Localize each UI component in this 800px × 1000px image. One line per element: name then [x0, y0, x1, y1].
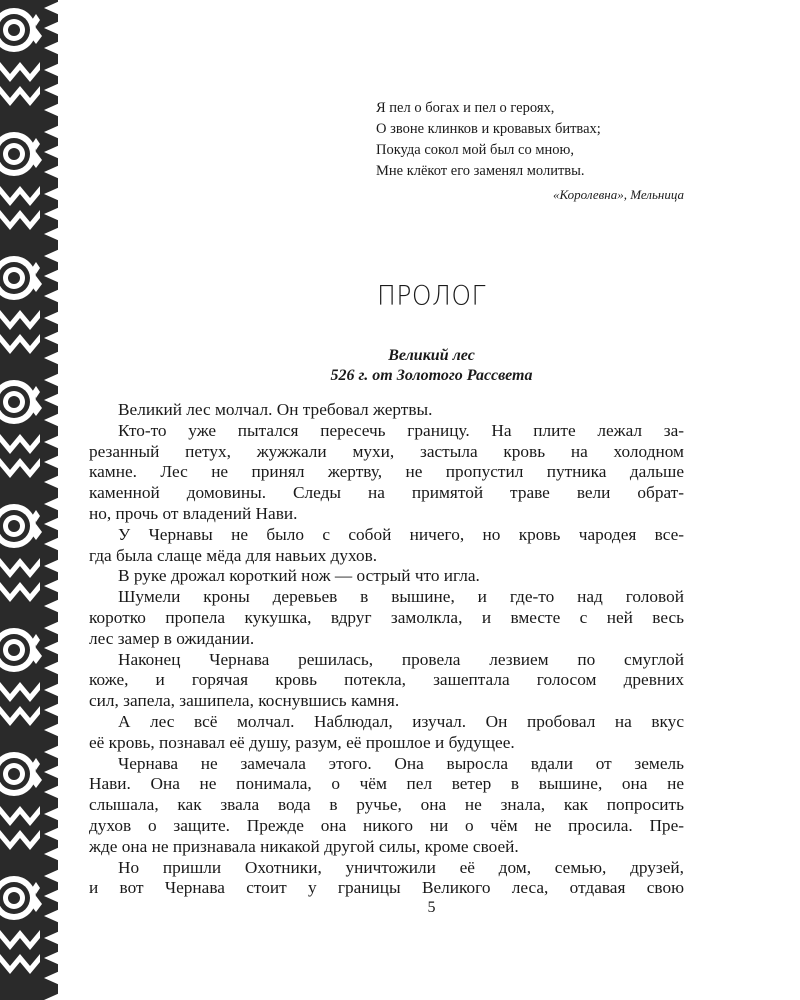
body-line: коротко пропела кукушка, вдруг замолкла, и вместе с ней весь [89, 607, 684, 627]
body-line: Великий лес молчал. Он требовал жертвы. [118, 400, 433, 419]
body-line: Нави. Она не понимала, о чём пел ветер в вышине, она не [89, 774, 684, 794]
body-line: слышала, как звала вода в ручье, она не знала, как попросить [89, 795, 684, 815]
body-line: А лес всё молчал. Наблюдал, изучал. Он пробовал на вкус [118, 711, 684, 731]
body-line: сил, запела, зашипела, коснувшись камня. [89, 691, 400, 711]
body-line: её кровь, познавал её душу, разум, её прошлое и будущее. [89, 732, 515, 752]
epigraph [376, 98, 696, 205]
body-line: камне. Лес не принял жертву, не пропустил путника дальше [89, 462, 684, 482]
body-line: гда была слаще мёда для навьих духов. [89, 545, 378, 565]
epigraph-line: Мне клёкот его заменял молитвы. [376, 163, 585, 179]
body-line: духов о защите. Прежде она никого ни о чём не просила. Пре- [89, 815, 684, 835]
chapter-subtitle [63, 346, 800, 386]
epigraph-line: О звоне клинков и кровавых битвах; [376, 121, 601, 137]
body-line: Чернава не замечала этого. Она выросла вдали от земель [118, 753, 684, 773]
body-line: резанный петух, жужжали мухи, застыла кровь на холодном [89, 441, 684, 461]
body-line: Шумели кроны деревьев в вышине, и где-то над головой [118, 587, 684, 607]
body-line: каменной домовины. Следы на примятой траве вели обрат- [89, 483, 684, 503]
body-line: В руке дрожал короткий нож — острый что игла. [118, 566, 480, 586]
epigraph-line: Я пел о богах и пел о героях, [376, 100, 555, 116]
body-line: У Чернавы не было с собой ничего, но кровь чародея все- [118, 524, 684, 544]
epigraph-line: Покуда сокол мой был со мною, [376, 142, 574, 158]
body-line: лес замер в ожидании. [89, 628, 255, 648]
body-line: Кто-то уже пытался пересечь границу. На плите лежал за- [118, 420, 684, 440]
chapter-title: ПРОЛОГ [377, 280, 486, 311]
body-line: Но пришли Охотники, уничтожили её дом, семью, друзей, [118, 857, 684, 877]
chapter-place: Великий лес [388, 347, 475, 364]
body-line: но, прочь от владений Нави. [89, 503, 298, 523]
decorative-border-ornament [0, 0, 62, 1000]
body-line: и вот Чернава стоит у границы Великого леса, отдавая свою [89, 878, 684, 898]
body-line: жде она не признавала никакой другой силы, кроме своей. [89, 836, 519, 856]
page-number: 5 [427, 899, 436, 916]
body-text [89, 400, 684, 899]
chapter-date: 526 г. от Золотого Рассвета [330, 367, 533, 384]
body-line: коже, и горячая кровь потекла, зашептала голосом древних [89, 670, 684, 690]
body-line: Наконец Чернава решилась, провела лезвием по смуглой [118, 649, 684, 669]
epigraph-source: «Королевна», Мельница [553, 187, 684, 202]
